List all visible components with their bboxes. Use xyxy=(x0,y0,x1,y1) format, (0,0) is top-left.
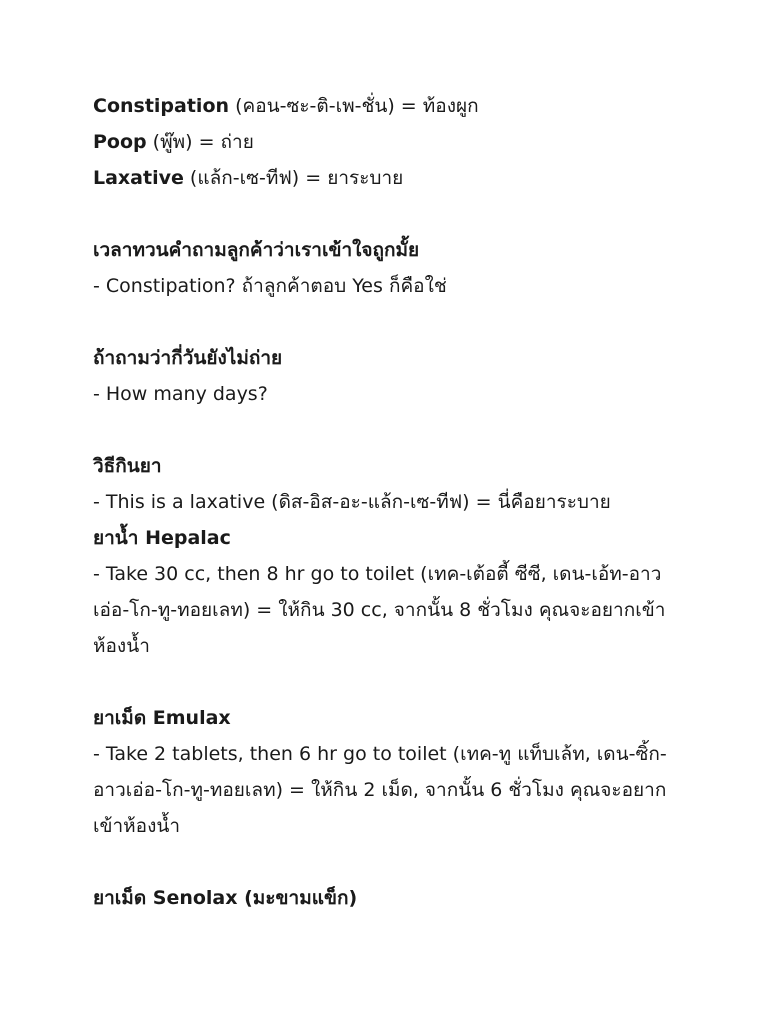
section-hepalac-heading: ยาน้ำ Hepalac xyxy=(93,527,231,549)
section-check-line: - Constipation? ถ้าลูกค้าตอบ Yes ก็คือใช่ xyxy=(93,275,447,297)
document-page xyxy=(93,88,693,916)
section-hepalac-line-1: - Take 30 cc, then 8 hr go to toilet (เทค-เต้อตี้ ซีซี, เดน-เอ้ท-อาว xyxy=(93,563,662,585)
vocab-term: Constipation xyxy=(93,95,230,117)
section-hepalac-line-2: เอ่อ-โก-ทู-ทอยเลท) = ให้กิน 30 cc, จากนั้น 8 ชั่วโมง คุณจะอยากเข้า xyxy=(93,599,666,621)
vocab-constipation xyxy=(93,88,693,124)
vocab-definition: (แล้ก-เซ-ทีฟ) = ยาระบาย xyxy=(183,167,404,189)
vocab-term: Poop xyxy=(93,131,147,153)
section-check-heading: เวลาทวนคำถามลูกค้าว่าเราเข้าใจถูกมั้ย xyxy=(93,239,420,261)
vocab-laxative xyxy=(93,160,693,196)
vocab-term: Laxative xyxy=(93,167,184,189)
section-howto-line: - This is a laxative (ดิส-อิส-อะ-แล้ก-เซ-ทีฟ) = นี่คือยาระบาย xyxy=(93,491,611,513)
section-emulax-heading: ยาเม็ด Emulax xyxy=(93,707,231,729)
vocab-poop xyxy=(93,124,693,160)
section-emulax-line-2: อาวเอ่อ-โก-ทู-ทอยเลท) = ให้กิน 2 เม็ด, จากนั้น 6 ชั่วโมง คุณจะอยาก xyxy=(93,779,667,801)
vocab-definition: (พู๊พ) = ถ่าย xyxy=(146,131,254,153)
vocab-definition: (คอน-ซะ-ติ-เพ-ชั่น) = ท้องผูก xyxy=(229,95,479,117)
section-howto-heading: วิธีกินยา xyxy=(93,455,162,477)
section-senolax-heading: ยาเม็ด Senolax (มะขามแข็ก) xyxy=(93,887,358,909)
section-days-line: - How many days? xyxy=(93,383,268,405)
section-days-heading: ถ้าถามว่ากี่วันยังไม่ถ่าย xyxy=(93,347,283,369)
section-emulax-line-3: เข้าห้องน้ำ xyxy=(93,815,181,837)
section-emulax-line-1: - Take 2 tablets, then 6 hr go to toilet (เทค-ทู แท็บเล้ท, เดน-ซิ้ก- xyxy=(93,743,667,765)
section-hepalac-line-3: ห้องน้ำ xyxy=(93,635,150,657)
